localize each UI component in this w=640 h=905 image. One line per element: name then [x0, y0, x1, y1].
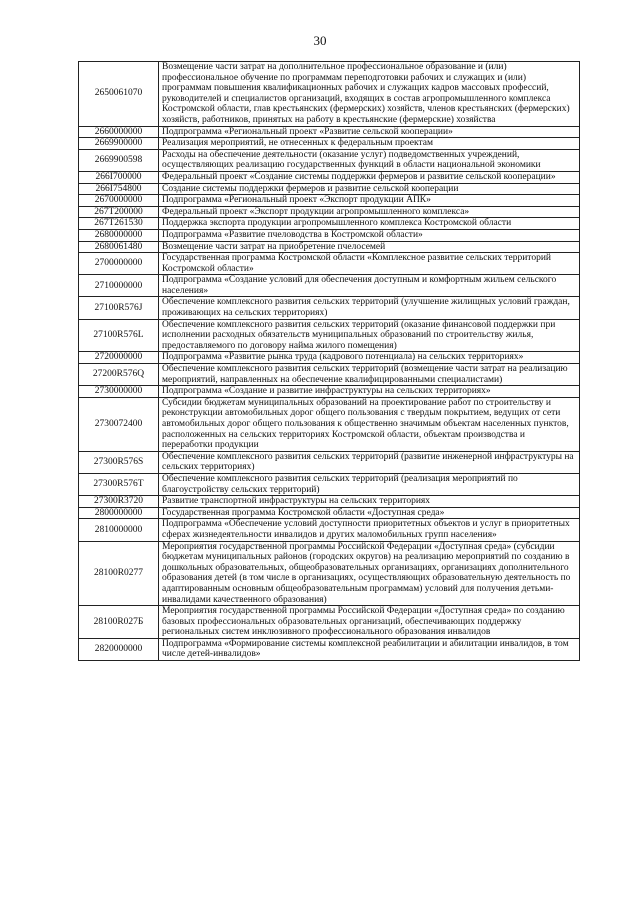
- row-code: 27300R576T: [79, 473, 159, 495]
- row-description: Обеспечение комплексного развития сельских территорий (улучшение жилищных условий граждан, проживающих на сельских территориях): [159, 297, 580, 319]
- row-code: 2669900000: [79, 138, 159, 150]
- table-row: [79, 218, 580, 230]
- row-description: Обеспечение комплексного развития сельских территорий (оказание финансовой поддержки при исполнении расходных обязательств муниципальных образований по строительству жилья, предоставляемого по договору найма жилого помещения): [159, 319, 580, 352]
- table-row: [79, 183, 580, 195]
- row-description: Возмещение части затрат на дополнительное профессиональное образование и (или) профессиональное обучение по программам переподготовки рабочих и служащих и (или) программам повышения квалификационных рабочих и служащих кадров массовых профессий, руководителей и специалистов организаций, входящих в состав агропромышленного комплекса Костромской области, глав крестьянских (фермерских) хозяйств, членов крестьянских (фермерских) хозяйств, работников, принятых на работу в крестьянские (фермерские) хозяйства: [159, 62, 580, 127]
- row-description: Возмещение части затрат на приобретение пчелосемей: [159, 241, 580, 253]
- table-row: [79, 386, 580, 398]
- row-code: 2720000000: [79, 352, 159, 364]
- row-description: Создание системы поддержки фермеров и развитие сельской кооперации: [159, 183, 580, 195]
- row-code: 266I700000: [79, 171, 159, 183]
- row-code: 27100R576L: [79, 319, 159, 352]
- table-row: [79, 364, 580, 386]
- row-description: Подпрограмма «Развитие пчеловодства в Костромской области»: [159, 229, 580, 241]
- row-description: Государственная программа Костромской области «Комплексное развитие сельских территорий Костромской области»: [159, 253, 580, 275]
- budget-code-table: [78, 61, 580, 661]
- row-code: 2730072400: [79, 397, 159, 451]
- row-code: 267T200000: [79, 206, 159, 218]
- row-description: Подпрограмма «Формирование системы комплексной реабилитации и абилитации инвалидов, в том числе детей-инвалидов»: [159, 638, 580, 660]
- row-description: Подпрограмма «Региональный проект «Экспорт продукции АПК»: [159, 195, 580, 207]
- row-description: Обеспечение комплексного развития сельских территорий (развитие инженерной инфраструктуры на сельских территориях): [159, 451, 580, 473]
- table-row: [79, 352, 580, 364]
- row-code: 2669900598: [79, 149, 159, 171]
- table-row: [79, 241, 580, 253]
- table-row: [79, 473, 580, 495]
- row-description: Подпрограмма «Обеспечение условий доступности приоритетных объектов и услуг в приоритетных сферах жизнедеятельности инвалидов и других маломобильных групп населения»: [159, 519, 580, 541]
- row-code: 2650061070: [79, 62, 159, 127]
- table-row: [79, 519, 580, 541]
- page-number: 30: [313, 33, 327, 48]
- row-code: 2810000000: [79, 519, 159, 541]
- row-code: 2710000000: [79, 275, 159, 297]
- row-description: Федеральный проект «Создание системы поддержки фермеров и развитие сельской кооперации»: [159, 171, 580, 183]
- row-code: 27100R576J: [79, 297, 159, 319]
- row-description: Реализация мероприятий, не отнесенных к федеральным проектам: [159, 138, 580, 150]
- row-code: 27300R576S: [79, 451, 159, 473]
- row-code: 28100R0277: [79, 541, 159, 606]
- row-description: Развитие транспортной инфраструктуры на сельских территориях: [159, 496, 580, 508]
- row-description: Подпрограмма «Региональный проект «Развитие сельской кооперации»: [159, 126, 580, 138]
- row-code: 2700000000: [79, 253, 159, 275]
- table-row: [79, 397, 580, 451]
- table-row: [79, 253, 580, 275]
- row-code: 267T261530: [79, 218, 159, 230]
- row-code: 2730000000: [79, 386, 159, 398]
- row-description: Подпрограмма «Создание и развитие инфраструктуры на сельских территориях»: [159, 386, 580, 398]
- row-description: Расходы на обеспечение деятельности (оказание услуг) подведомственных учреждений, осуществляющих реализацию государственных функций в области национальной экономики: [159, 149, 580, 171]
- table-row: [79, 138, 580, 150]
- row-description: Обеспечение комплексного развития сельских территорий (реализация мероприятий по благоустройству сельских территорий): [159, 473, 580, 495]
- table-row: [79, 206, 580, 218]
- row-description: Мероприятия государственной программы Российской Федерации «Доступная среда» по созданию базовых профессиональных образовательных организаций, обеспечивающих поддержку региональных систем инклюзивного профессионального образования инвалидов: [159, 606, 580, 639]
- table-row: [79, 195, 580, 207]
- row-description: Обеспечение комплексного развития сельских территорий (возмещение части затрат на реализацию мероприятий, направленных на обеспечение квалифицированными специалистами): [159, 364, 580, 386]
- table-row: [79, 606, 580, 639]
- table-row: [79, 451, 580, 473]
- table-row: [79, 126, 580, 138]
- table-row: [79, 507, 580, 519]
- row-code: 2800000000: [79, 507, 159, 519]
- row-code: 28100R027Б: [79, 606, 159, 639]
- row-code: 2680061480: [79, 241, 159, 253]
- table-row: [79, 171, 580, 183]
- table-row: [79, 275, 580, 297]
- table-row: [79, 229, 580, 241]
- table-row: [79, 496, 580, 508]
- table-row: [79, 541, 580, 606]
- row-code: 2820000000: [79, 638, 159, 660]
- row-description: Подпрограмма «Создание условий для обеспечения доступным и комфортным жильем сельского населения»: [159, 275, 580, 297]
- row-code: 2680000000: [79, 229, 159, 241]
- table-row: [79, 297, 580, 319]
- row-description: Поддержка экспорта продукции агропромышленного комплекса Костромской области: [159, 218, 580, 230]
- row-description: Государственная программа Костромской области «Доступная среда»: [159, 507, 580, 519]
- row-description: Федеральный проект «Экспорт продукции агропромышленного комплекса»: [159, 206, 580, 218]
- row-code: 2660000000: [79, 126, 159, 138]
- table-row: [79, 149, 580, 171]
- row-description: Субсидии бюджетам муниципальных образований на проектирование работ по строительству и реконструкции автомобильных дорог общего пользования с твердым покрытием, ведущих от сети автомобильных дорог общего пользования к общественно значимым объектам населенных пунктов, расположенных на сельских территориях Костромской области, объектам производства и переработки продукции: [159, 397, 580, 451]
- table-row: [79, 62, 580, 127]
- row-code: 27200R576Q: [79, 364, 159, 386]
- row-code: 27300R3720: [79, 496, 159, 508]
- table-row: [79, 319, 580, 352]
- row-description: Мероприятия государственной программы Российской Федерации «Доступная среда» (субсидии бюджетам муниципальных районов (городских округов) на реализацию мероприятий по созданию в дошкольных образовательных, общеобразовательных организациях, организациях дополнительного образования детей (в том числе в организациях, осуществляющих образовательную деятельность по адаптированным основным общеобразовательным программам) условий для получения детьми-инвалидами качественного образования): [159, 541, 580, 606]
- table-row: [79, 638, 580, 660]
- row-description: Подпрограмма «Развитие рынка труда (кадрового потенциала) на сельских территориях»: [159, 352, 580, 364]
- row-code: 266I754800: [79, 183, 159, 195]
- row-code: 2670000000: [79, 195, 159, 207]
